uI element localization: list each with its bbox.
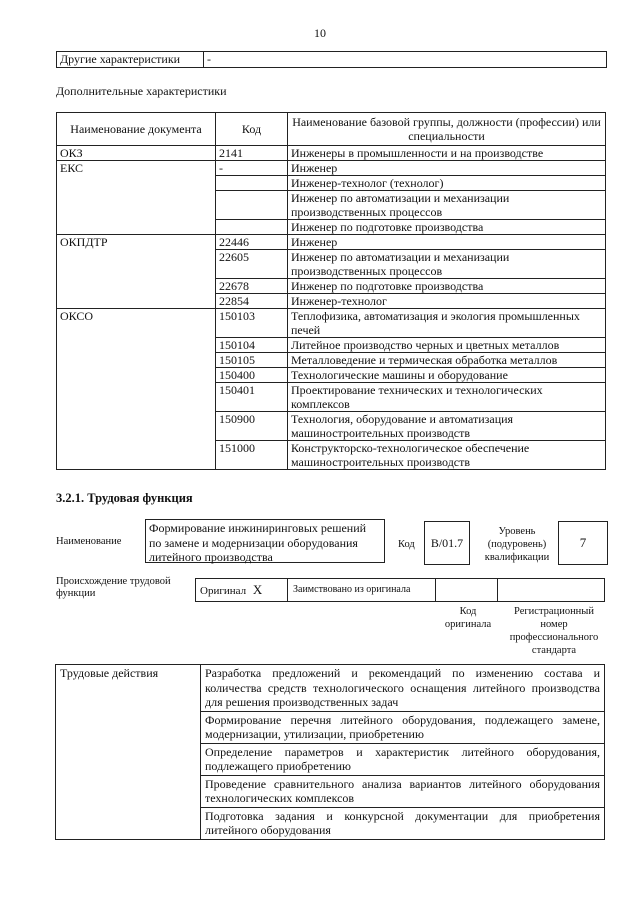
code-cell: 22605 bbox=[216, 250, 288, 279]
origin-label: Происхождение трудовой функции bbox=[56, 576, 171, 599]
function-code-value: B/01.7 bbox=[424, 521, 470, 565]
doc-cell: ЕКС bbox=[57, 161, 216, 235]
other-characteristics-label: Другие характеристики bbox=[57, 52, 204, 68]
additional-characteristics-table bbox=[56, 112, 606, 470]
code-cell: 150104 bbox=[216, 338, 288, 353]
labor-action-item: Определение параметров и характеристик литейного оборудования, подлежащего приобретению bbox=[201, 743, 605, 775]
qualification-level-label: Уровень (подуровень) квалификации bbox=[484, 526, 550, 563]
name-cell: Технологические машины и оборудование bbox=[288, 368, 606, 383]
other-characteristics-value: - bbox=[204, 52, 607, 68]
name-cell: Инженер по подготовке производства bbox=[288, 220, 606, 235]
name-cell: Технология, оборудование и автоматизация машиностроительных производств bbox=[288, 412, 606, 441]
code-cell: - bbox=[216, 161, 288, 176]
name-cell: Инженер по подготовке производства bbox=[288, 279, 606, 294]
name-cell: Инженер по автоматизации и механизации производственных процессов bbox=[288, 191, 606, 220]
table-row bbox=[57, 309, 606, 338]
name-cell: Инженер bbox=[288, 161, 606, 176]
labor-action-item: Формирование перечня литейного оборудования, подлежащего замене, модернизации, утилизации, приобретению bbox=[201, 711, 605, 743]
table-row bbox=[57, 146, 606, 161]
labor-action-item: Разработка предложений и рекомендаций по изменению состава и количества средств технологического оснащения литейного производства для решения производственных задач bbox=[201, 665, 605, 712]
registration-number-label: Регистрационный номер профессионального стандарта bbox=[509, 606, 599, 656]
origin-borrowed-cell: Заимствовано из оригинала bbox=[288, 579, 436, 601]
code-cell: 150103 bbox=[216, 309, 288, 338]
code-cell: 2141 bbox=[216, 146, 288, 161]
name-cell: Металловедение и термическая обработка металлов bbox=[288, 353, 606, 368]
code-cell: 150105 bbox=[216, 353, 288, 368]
additional-characteristics-title: Дополнительные характеристики bbox=[56, 84, 227, 98]
name-cell: Инженер-технолог (технолог) bbox=[288, 176, 606, 191]
origin-code-cell bbox=[436, 579, 498, 601]
labor-action-row bbox=[56, 665, 605, 712]
code-cell: 22678 bbox=[216, 279, 288, 294]
origin-original-mark: X bbox=[252, 582, 263, 597]
table-row bbox=[57, 235, 606, 250]
table-row bbox=[57, 161, 606, 176]
header-doc: Наименование документа bbox=[57, 113, 216, 146]
origin-original-cell bbox=[196, 579, 288, 601]
doc-cell: ОКСО bbox=[57, 309, 216, 470]
code-cell: 150900 bbox=[216, 412, 288, 441]
code-cell bbox=[216, 191, 288, 220]
code-cell: 22446 bbox=[216, 235, 288, 250]
function-code-label: Код bbox=[398, 539, 415, 550]
origin-original-label: Оригинал bbox=[200, 585, 247, 597]
name-cell: Литейное производство черных и цветных металлов bbox=[288, 338, 606, 353]
qualification-level-value: 7 bbox=[558, 521, 608, 565]
function-name-value: Формирование инжиниринговых решений по замене и модернизации оборудования литейного производства bbox=[145, 519, 385, 563]
origin-row bbox=[195, 578, 605, 602]
labor-action-item: Проведение сравнительного анализа вариантов литейного оборудования технологических комплексов bbox=[201, 775, 605, 807]
other-characteristics-table bbox=[56, 51, 607, 68]
name-cell: Инженер bbox=[288, 235, 606, 250]
doc-cell: ОКПДТР bbox=[57, 235, 216, 309]
labor-action-item: Подготовка задания и конкурсной документации для приобретения литейного оборудования bbox=[201, 807, 605, 839]
name-cell: Инженер по автоматизации и механизации производственных процессов bbox=[288, 250, 606, 279]
labor-actions-table bbox=[55, 664, 605, 840]
code-cell: 150400 bbox=[216, 368, 288, 383]
name-cell: Проектирование технических и технологических комплексов bbox=[288, 383, 606, 412]
function-heading: 3.2.1. Трудовая функция bbox=[56, 491, 193, 505]
header-name: Наименование базовой группы, должности (профессии) или специальности bbox=[288, 113, 606, 146]
name-cell: Теплофизика, автоматизация и экология промышленных печей bbox=[288, 309, 606, 338]
original-code-label: Код оригинала bbox=[444, 606, 492, 630]
header-code: Код bbox=[216, 113, 288, 146]
name-cell: Инженер-технолог bbox=[288, 294, 606, 309]
code-cell: 150401 bbox=[216, 383, 288, 412]
name-cell: Инженеры в промышленности и на производстве bbox=[288, 146, 606, 161]
code-cell: 22854 bbox=[216, 294, 288, 309]
code-cell bbox=[216, 176, 288, 191]
page-number: 10 bbox=[314, 26, 326, 40]
code-cell bbox=[216, 220, 288, 235]
labor-actions-label: Трудовые действия bbox=[56, 665, 201, 840]
code-cell: 151000 bbox=[216, 441, 288, 470]
name-cell: Конструкторско-технологическое обеспечение машиностроительных производств bbox=[288, 441, 606, 470]
function-name-label: Наименование bbox=[56, 536, 122, 547]
doc-cell: ОКЗ bbox=[57, 146, 216, 161]
